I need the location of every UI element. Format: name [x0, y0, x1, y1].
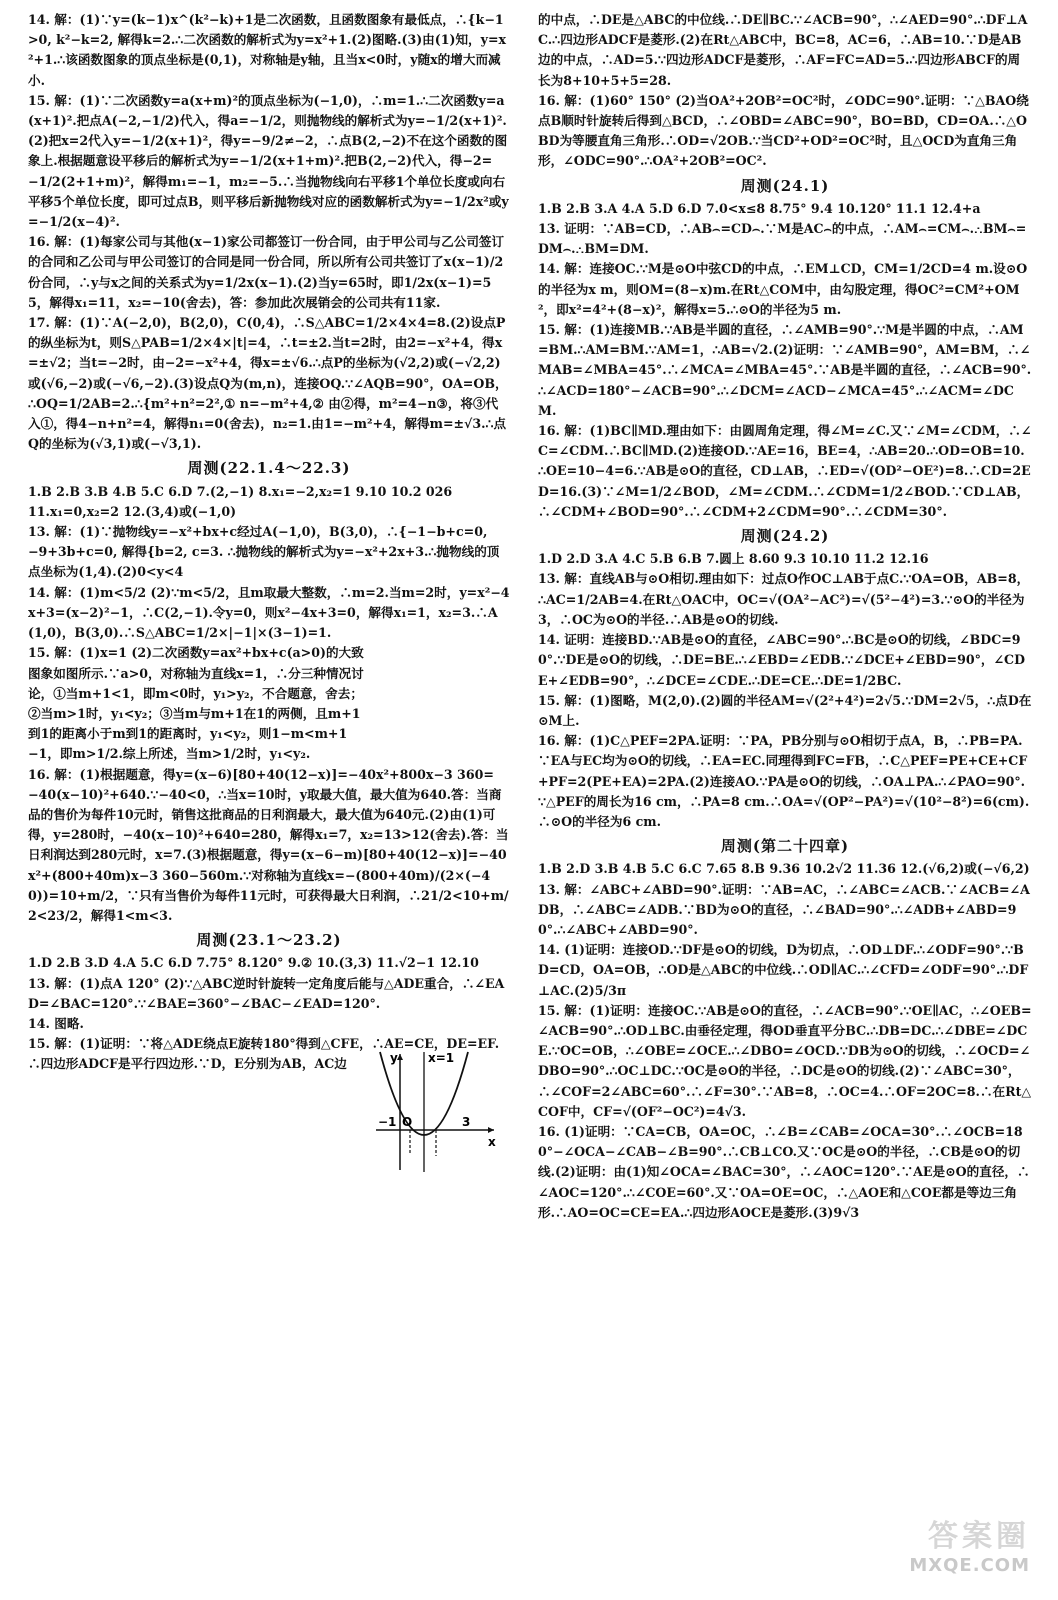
- answer-13: 13. 解：(1)∵抛物线y=−x²+bx+c经过A(−1,0)，B(3,0)，∴{−1−b+c=0, −9+3b+c=0, 解得{b=2, c=3. ∴抛物线的解析式为y=−x²+2x+3.∴抛物线的顶点坐标为(1,4).(2)0<y<4: [28, 524, 500, 580]
- answer-16: 16. 解：(1)根据题意，得y=(x−6)[80+40(12−x)]=−40x²+800x−3 360=−40(x−10)²+640.∵−40<0，∴当x=10时，y取最大值，最大值为640.答：当商品的售价为每件10元时，销售这批商品的日利润最大，最大值为640元.(2)由(1)可得，y=280时，−40(x−10)²+640=280，解得x₁=7，x₂=13>12(舍去).答：当日利润达到280元时，x=7.(3)根据题意，得y=(x−6−m)[80+40(12−x)]=−40x²+(800+40m)x−3 360−560m.∵对称轴为直线x=−(800+40m)/(2×(−40))=10+m/2，∵只有当售价为每件11元时，可获得最大日利润，∴21/2<10+m/2<23/2，解得1<m<3.: [28, 766, 509, 923]
- answer-16: 16. 解：(1)60° 150° (2)当OA²+2OB²=OC²时，∠ODC=90°.证明：∵△BAO绕点B顺时针旋转后得到△BCD，∴∠OBD=∠ABC=90°，BO=BD，CD=OA.∴△OBD为等腰直角三角形.∴OD=√2OB.∵当CD²+OD²=OC²时，且△OCD为直角三角形，∠ODC=90°.∴OA²+2OB²=OC².: [538, 92, 1029, 169]
- y-axis-label: y: [390, 1051, 398, 1065]
- answer-14: 14. 图略.: [28, 1015, 84, 1031]
- answer-15: 15. 解：(1)x=1 (2)二次函数y=ax²+bx+c(a>0)的大致图象如图所示.∵a>0，对称轴为直线x=1，∴分三种情况讨论，①当m+1<1，即m<0时，y₁>y₂，不合题意，舍去；②当m>1时，y₁<y₂；③当m与m+1在1的两侧，且m+1到1的距离小于m到1的距离时，y₁<y₂，则1−m<m+1−1，即m>1/2.综上所述，当m>1/2时，y₁<y₂.: [28, 645, 364, 762]
- answer-14: 14. 证明：连接BD.∵AB是⊙O的直径，∠ABC=90°.∴BC是⊙O的切线，∠BDC=90°.∵DE是⊙O的切线，∴DE=BE.∴∠EBD=∠EDB.∵∠DCE+∠EBD=90°，∠CDE+∠EDB=90°，∴∠DCE=∠CDE.∴DE=CE.∴DE=1/2BC.: [538, 632, 1025, 688]
- answer-15: 15. 解：(1)图略，M(2,0).(2)圆的半径AM=√(2²+4²)=2√5.∵DM=2√5，∴点D在⊙M上.: [538, 692, 1032, 728]
- answer-14: 14. 解：连接OC.∵M是⊙O中弦CD的中点，∴EM⊥CD，CM=1/2CD=4 m.设⊙O的半径为x m，则OM=(8−x)m.在Rt△COM中，由勾股定理，得OC²=CM²+OM²，即x²=4²+(8−x)²，解得x=5.∴⊙O的半径为5 m.: [538, 261, 1028, 317]
- section-heading: 周测(24.2): [740, 527, 830, 546]
- right-column: [538, 10, 1032, 1223]
- answer-13: 13. 证明：∵AB=CD，∴AB⌢=CD⌢.∵M是AC⌢的中点，∴AM⌢=CM⌢.∴BM⌢=DM⌢.∴BM=DM.: [538, 221, 1027, 257]
- answer-16: 16. 解：(1)每家公司与其他(x−1)家公司都签订一份合同，由于甲公司与乙公司签订的合同和乙公司与甲公司签订的合同是同一份合同，所以所有公司共签订了x(x−1)/2份合同，∴y与x之间的关系式为y=1/2x(x−1).(2)当y=65时，即1/2x(x−1)=55，解得x₁=11，x₂=−10(舍去)，答：参加此次展销会的公司共有11家.: [28, 234, 505, 310]
- parabola-figure: [370, 1048, 500, 1178]
- short-answers: 1.D 2.B 3.D 4.A 5.C 6.D 7.75° 8.120° 9.② 10.(3,3) 11.√2−1 12.10: [28, 955, 479, 971]
- short-answers: 1.B 2.D 3.B 4.B 5.C 6.C 7.65 8.B 9.36 10.2√2 11.36 12.(√6,2)或(−√6,2): [538, 861, 1030, 877]
- answer-13: 13. 解：直线AB与⊙O相切.理由如下：过点O作OC⊥AB于点C.∵OA=OB，AB=8，∴AC=1/2AB=4.在Rt△OAC中，OC=√(OA²−AC²)=√(5²−4²)=3.∵⊙O的半径为3，∴OC为⊙O的半径.∴AB是⊙O的切线.: [538, 571, 1030, 627]
- answer-14: 14. 解：(1)∵y=(k−1)x^(k²−k)+1是二次函数，且函数图象有最低点，∴{k−1>0, k²−k=2, 解得k=2.∴二次函数的解析式为y=x²+1.(2)图略.(3)由(1)知，y=x²+1.∴该函数图象的顶点坐标是(0,1)，对称轴是y轴，且当x<0时，y随x的增大而减小.: [28, 12, 507, 88]
- section-heading: 周测(24.1): [740, 176, 830, 195]
- answer-15: 15. 解：(1)∵二次函数y=a(x+m)²的顶点坐标为(−1,0)，∴m=1.∴二次函数y=a(x+1)².把点A(−2,−1/2)代入，得a=−1/2，则抛物线的解析式为y=−1/2(x+1)².(2)把x=2代入y=−1/2(x+1)²，得y=−9/2≠−2，∴点B(2,−2)不在这个函数的图象上.根据题意设平移后的解析式为y=−1/2(x+1+m)².把B(2,−2)代入，得−2=−1/2(2+1+m)²，解得m₁=−1，m₂=−5.∴当抛物线向右平移1个单位长度或向右平移5个单位长度，即可过点B，则平移后新抛物线对应的函数解析式为y=−1/2x²或y=−1/2(x−4)².: [28, 92, 509, 230]
- y-axis-arrow: [397, 1054, 403, 1060]
- section-heading: 周测(第二十四章): [720, 837, 850, 856]
- answer-15: 15. 解：(1)证明：∵将△ADE绕点E旋转180°得到△CFE，∴AE=CE，DE=EF.∴四边形ADCF是平行四边形.∵D，E分别为AB，AC边: [28, 1036, 500, 1072]
- short-answers: 1.B 2.B 3.B 4.B 5.C 6.D 7.(2,−1) 8.x₁=−2,x₂=1 9.10 10.2 026 11.x₁=0,x₂=2 12.(3,4)或(−1,0): [28, 483, 453, 519]
- answer-15-cont: 的中点，∴DE是△ABC的中位线.∴DE∥BC.∵∠ACB=90°，∴∠AED=90°.∴DF⊥AC.∴四边形ADCF是菱形.(2)在Rt△ABC中，BC=8，AC=6，∴AB=10.∵D是AB边的中点，∴AD=5.∵四边形ADCF是菱形，∴AF=FC=AD=5.∴四边形ABCF的周长为8+10+5+5=28.: [538, 12, 1028, 88]
- tick-label: −1: [378, 1115, 397, 1129]
- answer-13: 13. 解：(1)点A 120° (2)∵△ABC逆时针旋转一定角度后能与△ADE重合，∴∠EAD=∠BAC=120°.∵∠BAE=360°−∠BAC−∠EAD=120°.: [28, 975, 505, 1011]
- origin-label: O: [402, 1115, 413, 1129]
- answer-14: 14. (1)证明：连接OD.∵DF是⊙O的切线，D为切点，∴OD⊥DF.∴∠ODF=90°.∵BD=CD，OA=OB，∴OD是△ABC的中位线.∴OD∥AC.∴∠CFD=∠ODF=90°.∴DF⊥AC.(2)5/3π: [538, 942, 1029, 998]
- answer-16: 16. (1)证明：∵CA=CB，OA=OC，∴∠B=∠CAB=∠OCA=30°.∴∠OCB=180°−∠OCA−∠CAB−∠B=90°.∴CB⊥CO.又∵OC是⊙O的半径，∴CB是⊙O的切线.(2)证明：由(1)知∠OCA=∠BAC=30°，∴∠AOC=120°.∵AE是⊙O的直径，∴∠AOC=120°.∴∠COE=60°.又∵OA=OE=OC，∴△AOE和△COE都是等边三角形.∴AO=OC=CE=EA.∴四边形AOCE是菱形.(3)9√3: [538, 1123, 1030, 1220]
- answer-15: 15. 解：(1)证明：连接OC.∵AB是⊙O的直径，∴∠ACB=90°.∵OE∥AC，∴∠OEB=∠ACB=90°.∴OD⊥BC.由垂径定理，得OD垂直平分BC.∴DB=DC.∴∠DBE=∠DCE.∵OC=OB，∴∠OBE=∠OCE.∴∠DBO=∠OCD.∵DB为⊙O的切线，∴∠OCD=∠DBO=90°.∴OC⊥DC.∵OC是⊙O的半径，∴DC是⊙O的切线.(2)∵∠ABC=30°，∴∠COF=2∠ABC=60°.∴∠F=30°.∵AB=8，∴OC=4.∴OF=2OC=8.∴在Rt△COF中，CF=√(OF²−OC²)=4√3.: [538, 1002, 1032, 1119]
- watermark-logo: 答案圈: [928, 1519, 1030, 1554]
- answer-16: 16. 解：(1)C△PEF=2PA.证明：∵PA，PB分别与⊙O相切于点A，B，∴PB=PA.∵EA与EC均为⊙O的切线，∴EA=EC.同理得到FC=FB，∴C△PEF=PE+CE+CF+PF=2(PE+EA)=2PA.(2)连接AO.∵PA是⊙O的切线，∴OA⊥PA.∴∠PAO=90°.∵△PEF的周长为16 cm，∴PA=8 cm.∴OA=√(OP²−PA²)=√(10²−8²)=6(cm).∴⊙O的半径为6 cm.: [538, 733, 1030, 829]
- x-axis-arrow: [488, 1127, 494, 1133]
- x-axis-label: x: [488, 1135, 496, 1149]
- short-answers: 1.B 2.B 3.A 4.A 5.D 6.D 7.0<x≤8 8.75° 9.4 10.120° 11.1 12.4+a: [538, 200, 981, 216]
- symmetry-label: x=1: [428, 1051, 455, 1065]
- answer-13: 13. 解：∠ABC+∠ABD=90°.证明：∵AB=AC，∴∠ABC=∠ACB.∵∠ACB=∠ADB，∴∠ABC=∠ADB.∵BD为⊙O的直径，∴∠BAD=90°.∴∠ADB+∠ABD=90°.∴∠ABC+∠ABD=90°.: [538, 881, 1030, 937]
- watermark: [909, 1511, 1030, 1576]
- answer-17: 17. 解：(1)∵A(−2,0)，B(2,0)，C(0,4)，∴S△ABC=1/2×4×4=8.(2)设点P的纵坐标为t，则S△PAB=1/2×4×|t|=4，∴t=±2.当t=2时，由2=−x²+4，得x=±√2；当t=−2时，由−2=−x²+4，得x=±√6.∴点P的坐标为(√2,2)或(−√2,2)或(√6,−2)或(−√6,−2).(3)设点Q为(m,n)，连接OQ.∵∠AQB=90°，OA=OB，∴OQ=1/2AB=2.∴{m²+n²=2²,① n=−m²+4,② 由②得，m²=4−n③，将③代入①，得4−n+n²=4，解得n₁=0(舍去)，n₂=1.由1=−m²+4，解得m=±√3.∴点Q的坐标为(√3,1)或(−√3,1).: [28, 315, 508, 452]
- tick-label: 3: [462, 1115, 471, 1129]
- answer-14: 14. 解：(1)m<5/2 (2)∵m<5/2，且m取最大整数，∴m=2.当m=2时，y=x²−4x+3=(x−2)²−1，∴C(2,−1).令y=0，则x²−4x+3=0，解得x₁=1，x₂=3.∴A(1,0)，B(3,0).∴S△ABC=1/2×|−1|×(3−1)=1.: [28, 584, 510, 641]
- answer-16: 16. 解：(1)BC∥MD.理由如下：由圆周角定理，得∠M=∠C.又∵∠M=∠CDM，∴∠C=∠CDM.∴BC∥MD.(2)连接OD.∵AE=16，BE=4，∴AB=20.∴OD=OB=10.∴OE=10−4=6.∵AB是⊙O的直径，CD⊥AB，∴ED=√(OD²−OE²)=8.∴CD=2ED=16.(3)∵∠M=1/2∠BOD，∠M=∠CDM.∴∠CDM=1/2∠BOD.∵CD⊥AB，∴∠CDM+∠BOD=90°.∴∠CDM+2∠CDM=90°.∴∠CDM=30°.: [538, 423, 1032, 519]
- section-heading: 周测(22.1.4～22.3): [187, 459, 351, 478]
- left-column: [28, 10, 510, 1075]
- section-heading: 周测(23.1～23.2): [196, 931, 342, 950]
- short-answers: 1.D 2.D 3.A 4.C 5.B 6.B 7.圆上 8.60 9.3 10.10 11.2 12.16: [538, 551, 929, 567]
- answer-15: 15. 解：(1)连接MB.∵AB是半圆的直径，∴∠AMB=90°.∵M是半圆的中点，∴AM=BM.∴AM=BM.∵AM=1，∴AB=√2.(2)证明：∵∠AMB=90°，AM=BM，∴∠MAB=∠MBA=45°.∴∠MCA=∠MBA=45°.∵AB是半圆的直径，∴∠ACB=90°.∴∠ACD=180°−∠ACB=90°.∴∠DCM=∠ACD−∠MCA=45°.∴∠ACM=∠DCM.: [538, 322, 1032, 418]
- watermark-url: MXQE.COM: [909, 1555, 1030, 1576]
